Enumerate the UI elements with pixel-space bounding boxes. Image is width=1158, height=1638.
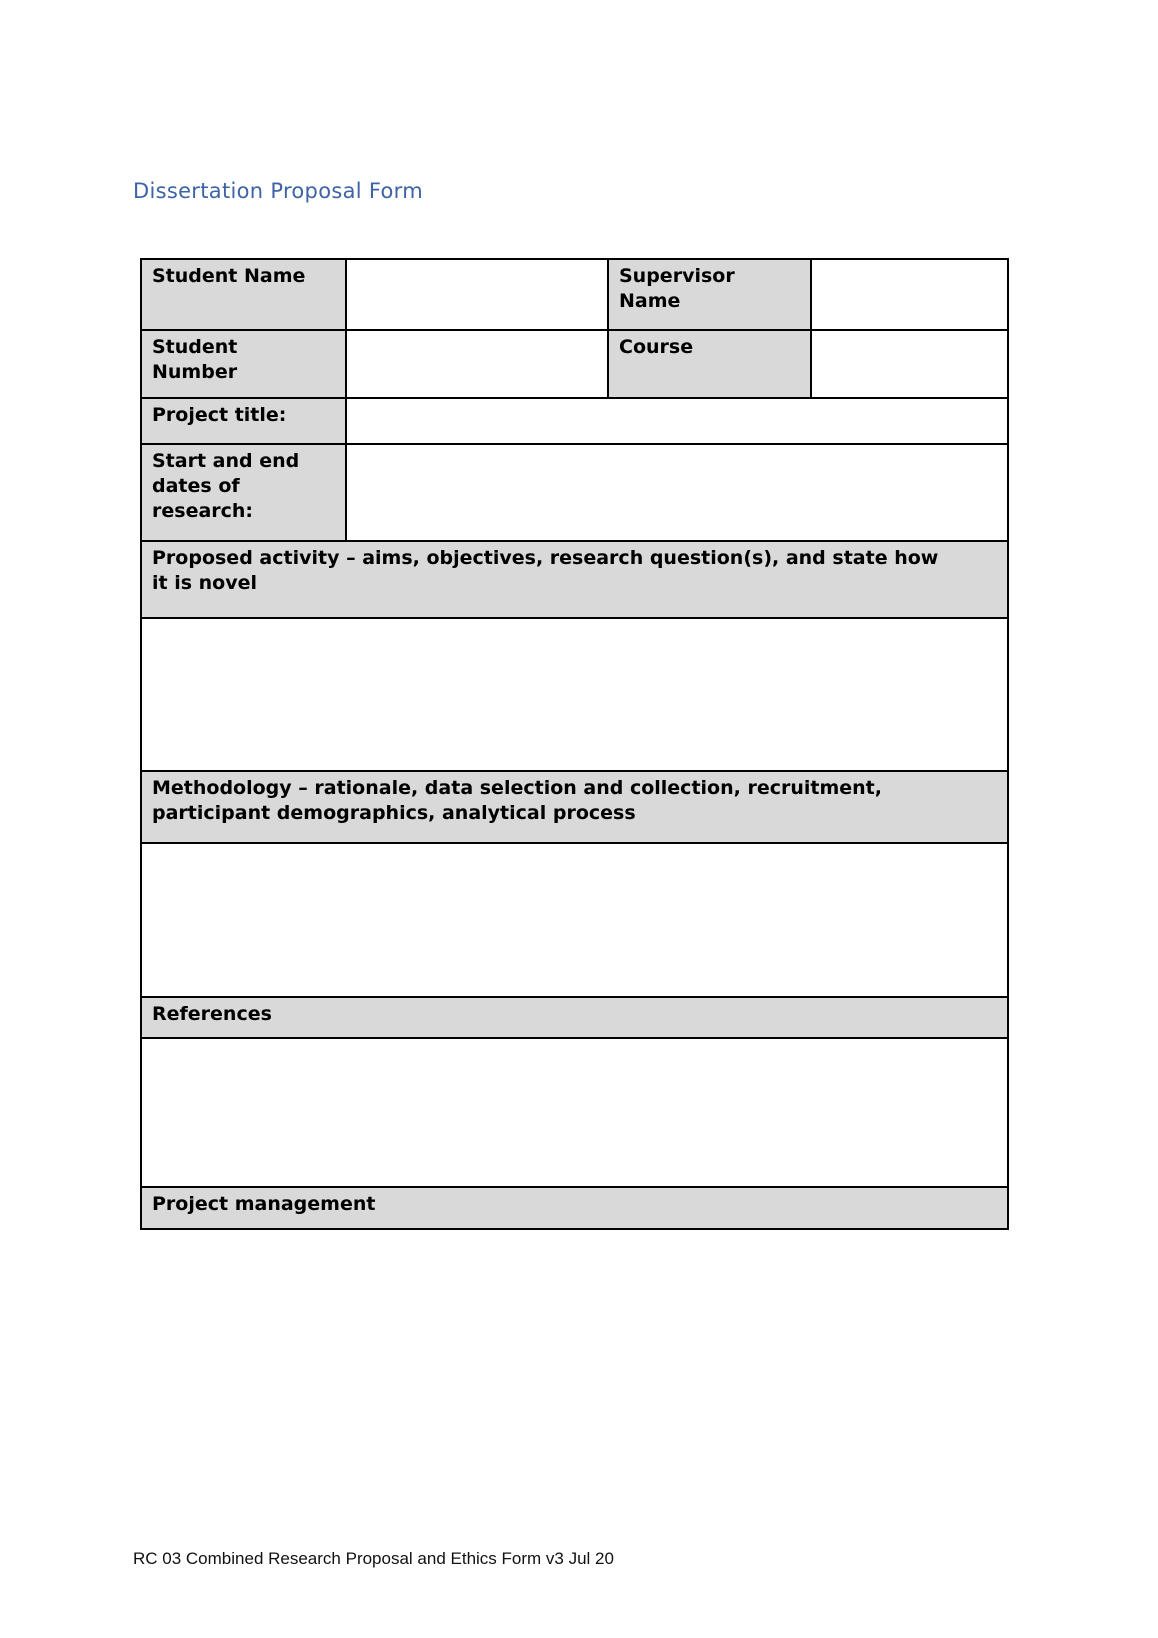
row-number-course — [141, 330, 1008, 398]
proposal-form-table — [140, 258, 1009, 1230]
supervisor-name-input[interactable] — [811, 259, 1008, 330]
document-footer: RC 03 Combined Research Proposal and Ethics Form v3 Jul 20 — [133, 1549, 614, 1568]
project-management-heading-cell — [141, 1187, 1008, 1229]
supervisor-name-label-cell — [608, 259, 811, 330]
supervisor-name-label: Supervisor Name — [619, 265, 735, 313]
course-input[interactable] — [811, 330, 1008, 398]
research-dates-label-cell — [141, 444, 346, 541]
methodology-content-area[interactable] — [141, 843, 1008, 997]
row-project-management-heading — [141, 1187, 1008, 1229]
student-number-label: Student Number — [152, 336, 238, 384]
project-title-label-cell — [141, 398, 346, 444]
row-research-dates — [141, 444, 1008, 541]
project-title-input[interactable] — [346, 398, 1008, 444]
course-label: Course — [619, 336, 694, 358]
proposed-activity-content-area[interactable] — [141, 618, 1008, 771]
row-methodology-content — [141, 843, 1008, 997]
row-references-heading — [141, 997, 1008, 1038]
document-title: Dissertation Proposal Form — [133, 179, 423, 203]
references-content-area[interactable] — [141, 1038, 1008, 1187]
methodology-heading-cell — [141, 771, 1008, 843]
student-name-label-cell — [141, 259, 346, 330]
row-proposed-activity-heading — [141, 541, 1008, 618]
student-name-input[interactable] — [346, 259, 608, 330]
methodology-heading: Methodology – rationale, data selection and collection, recruitment, participant demographics, analytical process — [152, 777, 882, 825]
references-heading-cell — [141, 997, 1008, 1038]
row-methodology-heading — [141, 771, 1008, 843]
row-references-content — [141, 1038, 1008, 1187]
course-label-cell — [608, 330, 811, 398]
references-heading: References — [152, 1003, 272, 1025]
research-dates-label: Start and end dates of research: — [152, 450, 300, 523]
row-proposed-activity-content — [141, 618, 1008, 771]
project-title-label: Project title: — [152, 404, 287, 426]
project-management-heading: Project management — [152, 1193, 376, 1215]
research-dates-input[interactable] — [346, 444, 1008, 541]
student-number-input[interactable] — [346, 330, 608, 398]
student-number-label-cell — [141, 330, 346, 398]
student-name-label: Student Name — [152, 265, 306, 287]
proposed-activity-heading: Proposed activity – aims, objectives, research question(s), and state how it is novel — [152, 547, 939, 595]
row-project-title — [141, 398, 1008, 444]
proposed-activity-heading-cell — [141, 541, 1008, 618]
row-names — [141, 259, 1008, 330]
